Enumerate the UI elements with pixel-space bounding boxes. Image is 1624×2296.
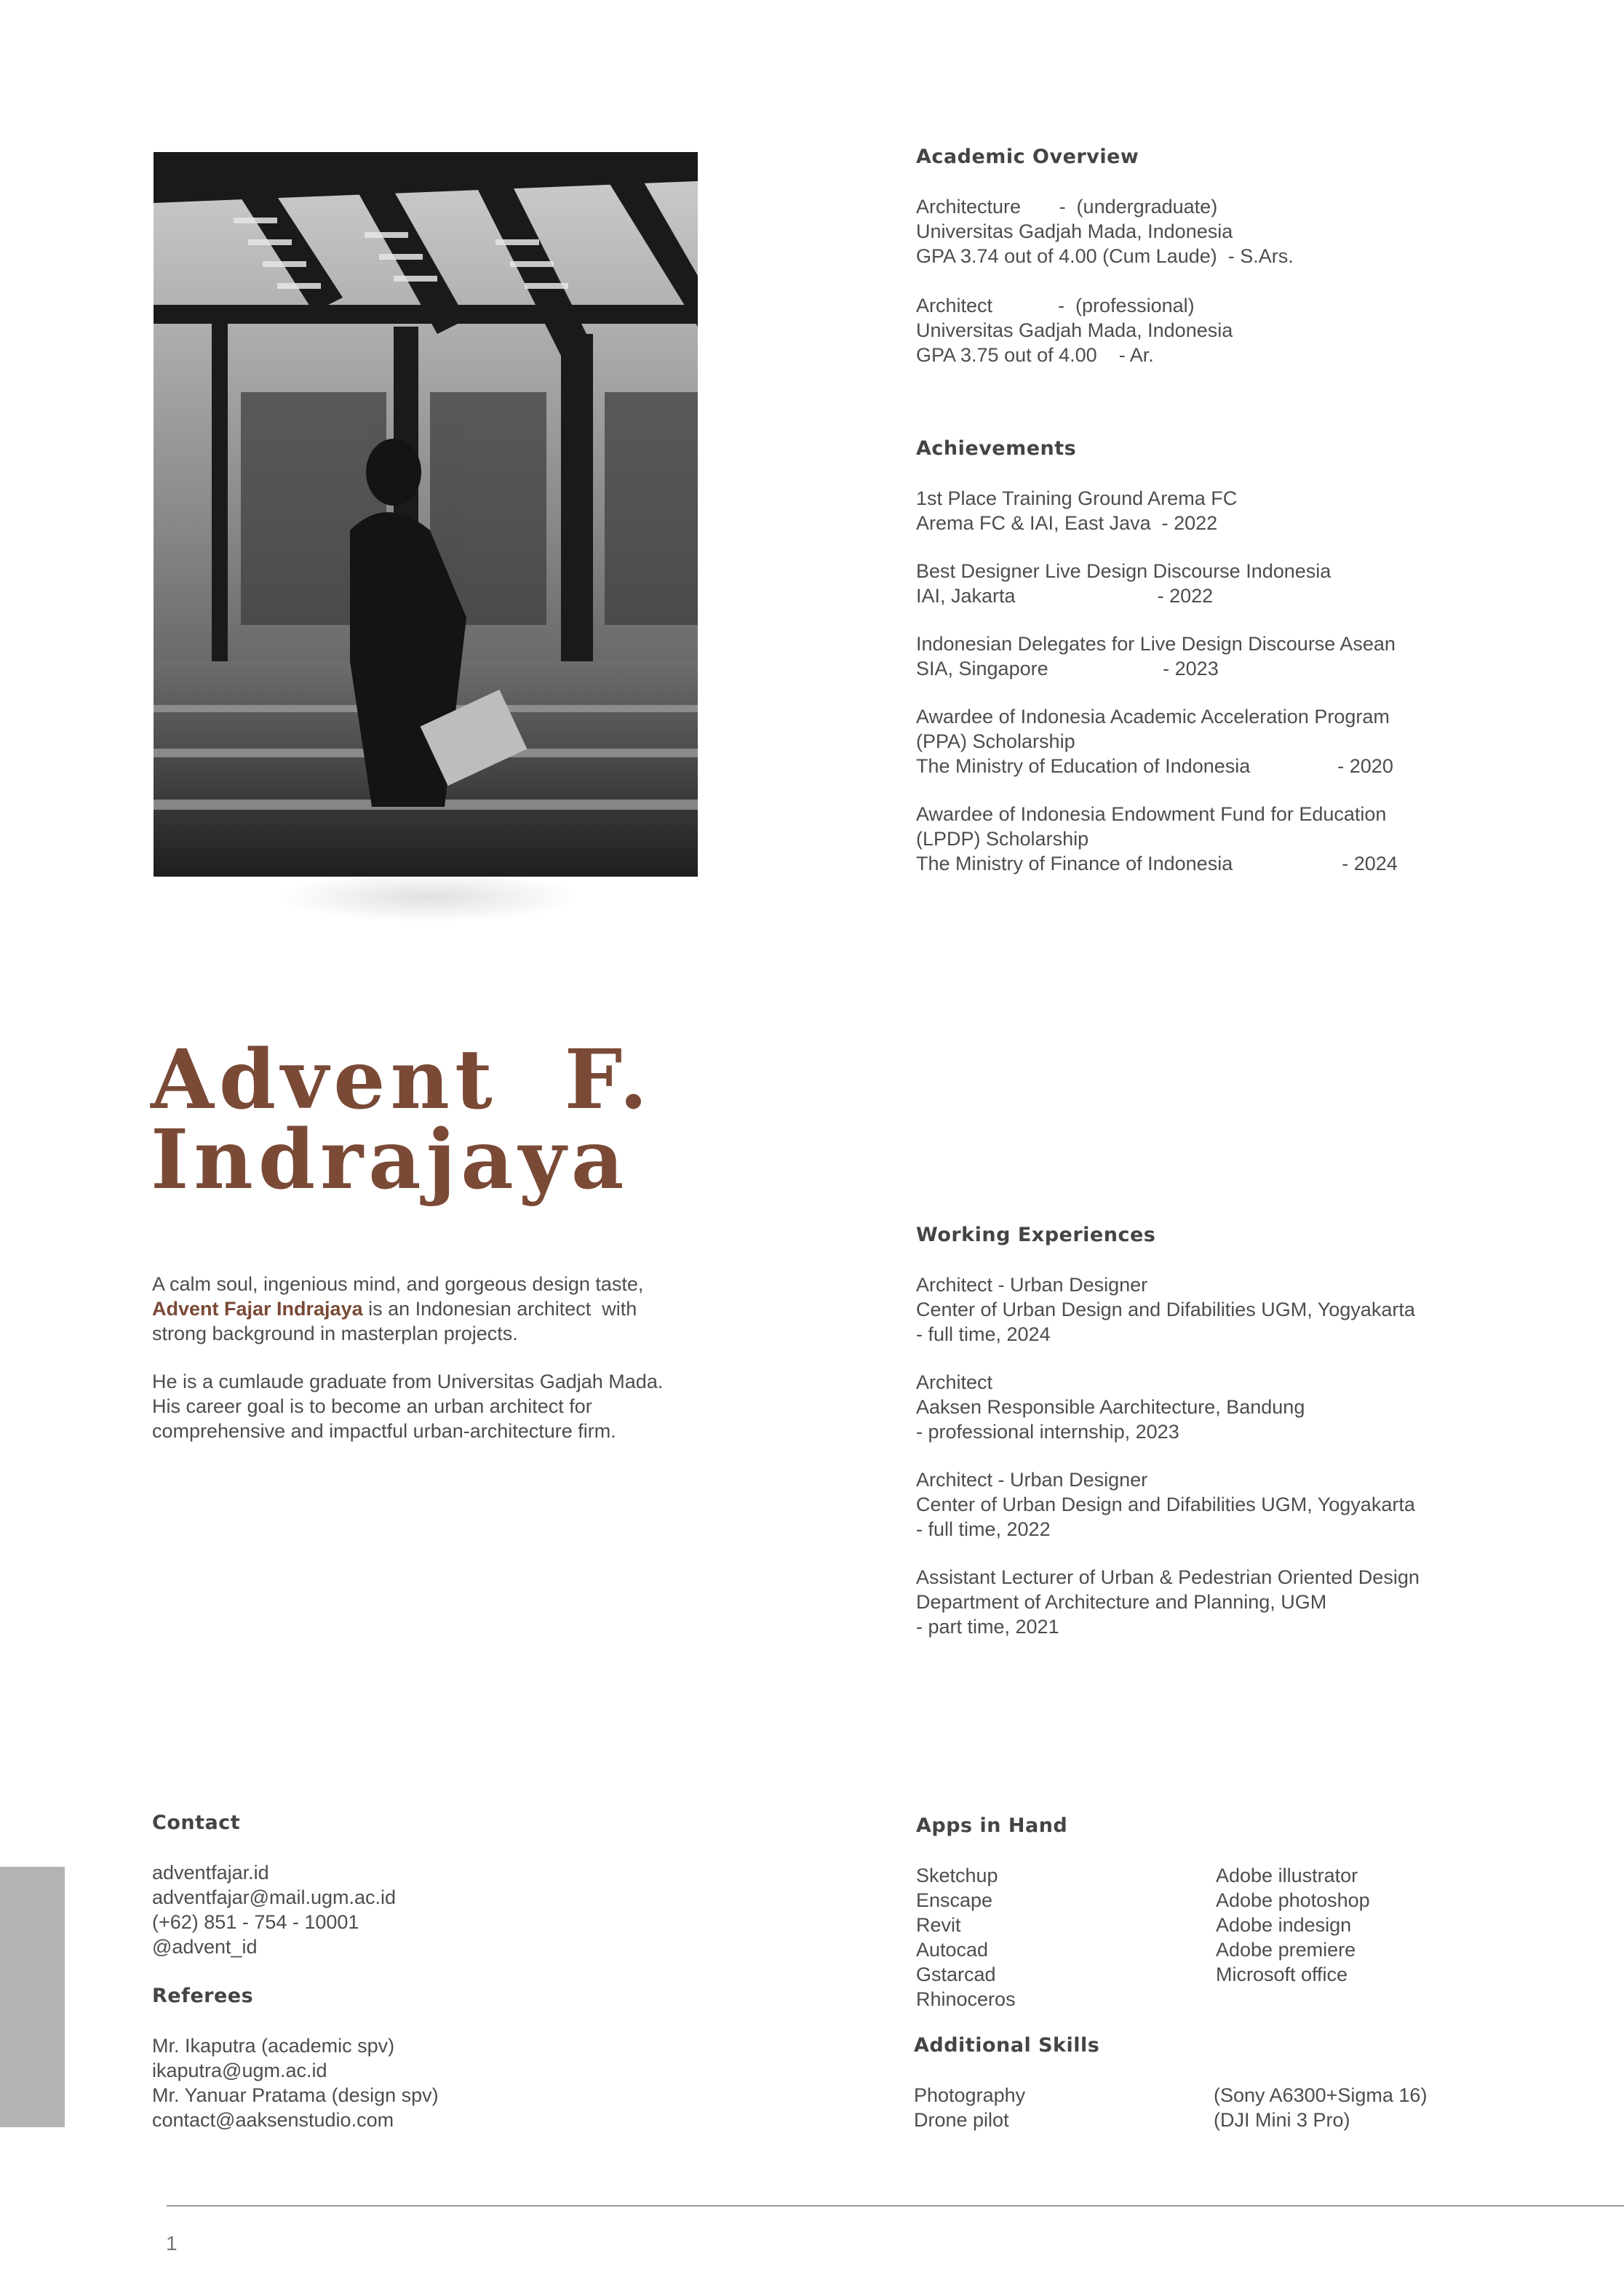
work-role: Architect — [916, 1371, 993, 1393]
app-item: Adobe premiere — [1216, 1939, 1356, 1961]
work-organization: Center of Urban Design and Difabilities UGM, Yogyakarta — [916, 1494, 1415, 1515]
app-item: Microsoft office — [1216, 1964, 1348, 1985]
app-item: Sketchup — [916, 1865, 998, 1886]
page-number: 1 — [166, 2232, 178, 2255]
work-role: Assistant Lecturer of Urban & Pedestrian Oriented Design — [916, 1566, 1420, 1588]
skill-detail: (DJI Mini 3 Pro) — [1214, 2109, 1350, 2131]
achievement-subtitle: (LPDP) Scholarship — [916, 828, 1089, 850]
achievement-title: Awardee of Indonesia Academic Acceleration Program — [916, 706, 1390, 728]
section-heading: Academic Overview — [916, 146, 1139, 168]
highlighted-name: Advent Fajar Indrajaya — [152, 1298, 363, 1320]
achievement-item — [916, 802, 1571, 876]
degree-line: Architecture - (undergraduate) — [916, 196, 1218, 218]
portrait-photo — [154, 152, 698, 877]
academic-overview-section — [916, 146, 1571, 367]
bio-line: strong background in masterplan projects. — [152, 1323, 518, 1344]
website-link[interactable]: adventfajar.id — [152, 1862, 269, 1884]
skills-section — [914, 2034, 1569, 2132]
section-heading: Additional Skills — [914, 2034, 1100, 2057]
achievement-item — [916, 559, 1571, 608]
achievement-detail: IAI, Jakarta - 2022 — [916, 585, 1214, 607]
section-heading: Achievements — [916, 437, 1077, 460]
app-item: Gstarcad — [916, 1964, 996, 1985]
gpa-line: GPA 3.75 out of 4.00 - Ar. — [916, 344, 1154, 366]
achievement-detail: The Ministry of Finance of Indonesia - 2024 — [916, 853, 1398, 874]
work-period: - full time, 2022 — [916, 1518, 1051, 1540]
achievements-section — [916, 437, 1571, 876]
referees-section — [152, 1985, 734, 2132]
bio-line: He is a cumlaude graduate from Universitas Gadjah Mada. — [152, 1371, 664, 1392]
work-item — [916, 1565, 1571, 1639]
work-role: Architect - Urban Designer — [916, 1469, 1148, 1491]
apps-column — [1216, 1863, 1370, 2012]
achievement-title: Awardee of Indonesia Endowment Fund for Education — [916, 803, 1387, 825]
university-line: Universitas Gadjah Mada, Indonesia — [916, 319, 1233, 341]
work-organization: Department of Architecture and Planning, UGM — [916, 1591, 1327, 1613]
bio-paragraph — [152, 1369, 807, 1443]
app-item: Enscape — [916, 1889, 993, 1911]
academic-entry — [916, 293, 1571, 367]
achievement-item — [916, 486, 1571, 535]
footer-divider — [167, 2205, 1624, 2207]
referee-name: Mr. Yanuar Pratama (design spv) — [152, 2084, 439, 2106]
work-period: - professional internship, 2023 — [916, 1421, 1179, 1443]
skill-name: Drone pilot — [914, 2109, 1009, 2131]
social-handle[interactable]: @advent_id — [152, 1936, 258, 1958]
section-heading: Contact — [152, 1811, 241, 1834]
skill-detail: (Sony A6300+Sigma 16) — [1214, 2084, 1428, 2106]
academic-entry — [916, 194, 1571, 268]
bio-line: comprehensive and impactful urban-architecture firm. — [152, 1420, 616, 1442]
gpa-line: GPA 3.74 out of 4.00 (Cum Laude) - S.Ars. — [916, 245, 1294, 267]
achievement-detail: Arema FC & IAI, East Java - 2022 — [916, 512, 1218, 534]
section-heading: Working Experiences — [916, 1224, 1156, 1246]
app-item: Autocad — [916, 1939, 989, 1961]
degree-line: Architect - (professional) — [916, 295, 1195, 316]
work-period: - full time, 2024 — [916, 1323, 1051, 1345]
email-link[interactable]: adventfajar@mail.ugm.ac.id — [152, 1886, 397, 1908]
work-organization: Aaksen Responsible Aarchitecture, Bandung — [916, 1396, 1305, 1418]
work-item — [916, 1467, 1571, 1542]
work-item — [916, 1272, 1571, 1347]
referee-email[interactable]: ikaputra@ugm.ac.id — [152, 2060, 327, 2081]
achievement-detail: The Ministry of Education of Indonesia - 2020 — [916, 755, 1393, 777]
work-period: - part time, 2021 — [916, 1616, 1059, 1638]
referee-name: Mr. Ikaputra (academic spv) — [152, 2035, 395, 2057]
achievement-title: Best Designer Live Design Discourse Indonesia — [916, 560, 1332, 582]
person-name — [151, 1032, 653, 1208]
name-second-line: Indrajaya — [151, 1112, 629, 1208]
apps-section — [916, 1814, 1571, 2012]
achievement-item — [916, 704, 1571, 778]
app-item: Revit — [916, 1914, 961, 1936]
app-item: Rhinoceros — [916, 1988, 1016, 2010]
work-experience-section — [916, 1224, 1571, 1639]
app-item: Adobe illustrator — [1216, 1865, 1358, 1886]
achievement-subtitle: (PPA) Scholarship — [916, 730, 1075, 752]
app-item: Adobe indesign — [1216, 1914, 1352, 1936]
bio-line: A calm soul, ingenious mind, and gorgeous design taste, — [152, 1273, 644, 1295]
bio-line-rest: is an Indonesian architect with — [362, 1298, 637, 1320]
skill-row — [914, 2108, 1569, 2132]
side-tab-marker — [0, 1867, 65, 2127]
section-heading: Apps in Hand — [916, 1814, 1068, 1837]
achievement-detail: SIA, Singapore - 2023 — [916, 658, 1219, 679]
photo-shadow — [276, 872, 582, 922]
achievement-item — [916, 631, 1571, 681]
work-organization: Center of Urban Design and Difabilities UGM, Yogyakarta — [916, 1299, 1415, 1320]
achievement-title: 1st Place Training Ground Arema FC — [916, 487, 1238, 509]
section-heading: Referees — [152, 1985, 254, 2007]
apps-list — [916, 1863, 1571, 2012]
work-item — [916, 1370, 1571, 1444]
achievement-title: Indonesian Delegates for Live Design Discourse Asean — [916, 633, 1396, 655]
bio-paragraph — [152, 1272, 807, 1346]
app-item: Adobe photoshop — [1216, 1889, 1370, 1911]
bio-line — [152, 1296, 807, 1321]
contact-section — [152, 1811, 734, 1959]
name-first-line: Advent F. — [151, 1032, 653, 1128]
work-role: Architect - Urban Designer — [916, 1274, 1148, 1296]
skill-name: Photography — [914, 2084, 1026, 2106]
bio-section — [152, 1272, 807, 1443]
university-line: Universitas Gadjah Mada, Indonesia — [916, 220, 1233, 242]
skill-row — [914, 2083, 1569, 2108]
apps-column — [916, 1863, 1216, 2012]
phone-number[interactable]: (+62) 851 - 754 - 10001 — [152, 1911, 359, 1933]
bio-line: His career goal is to become an urban architect for — [152, 1395, 592, 1417]
referee-email[interactable]: contact@aaksenstudio.com — [152, 2109, 394, 2131]
